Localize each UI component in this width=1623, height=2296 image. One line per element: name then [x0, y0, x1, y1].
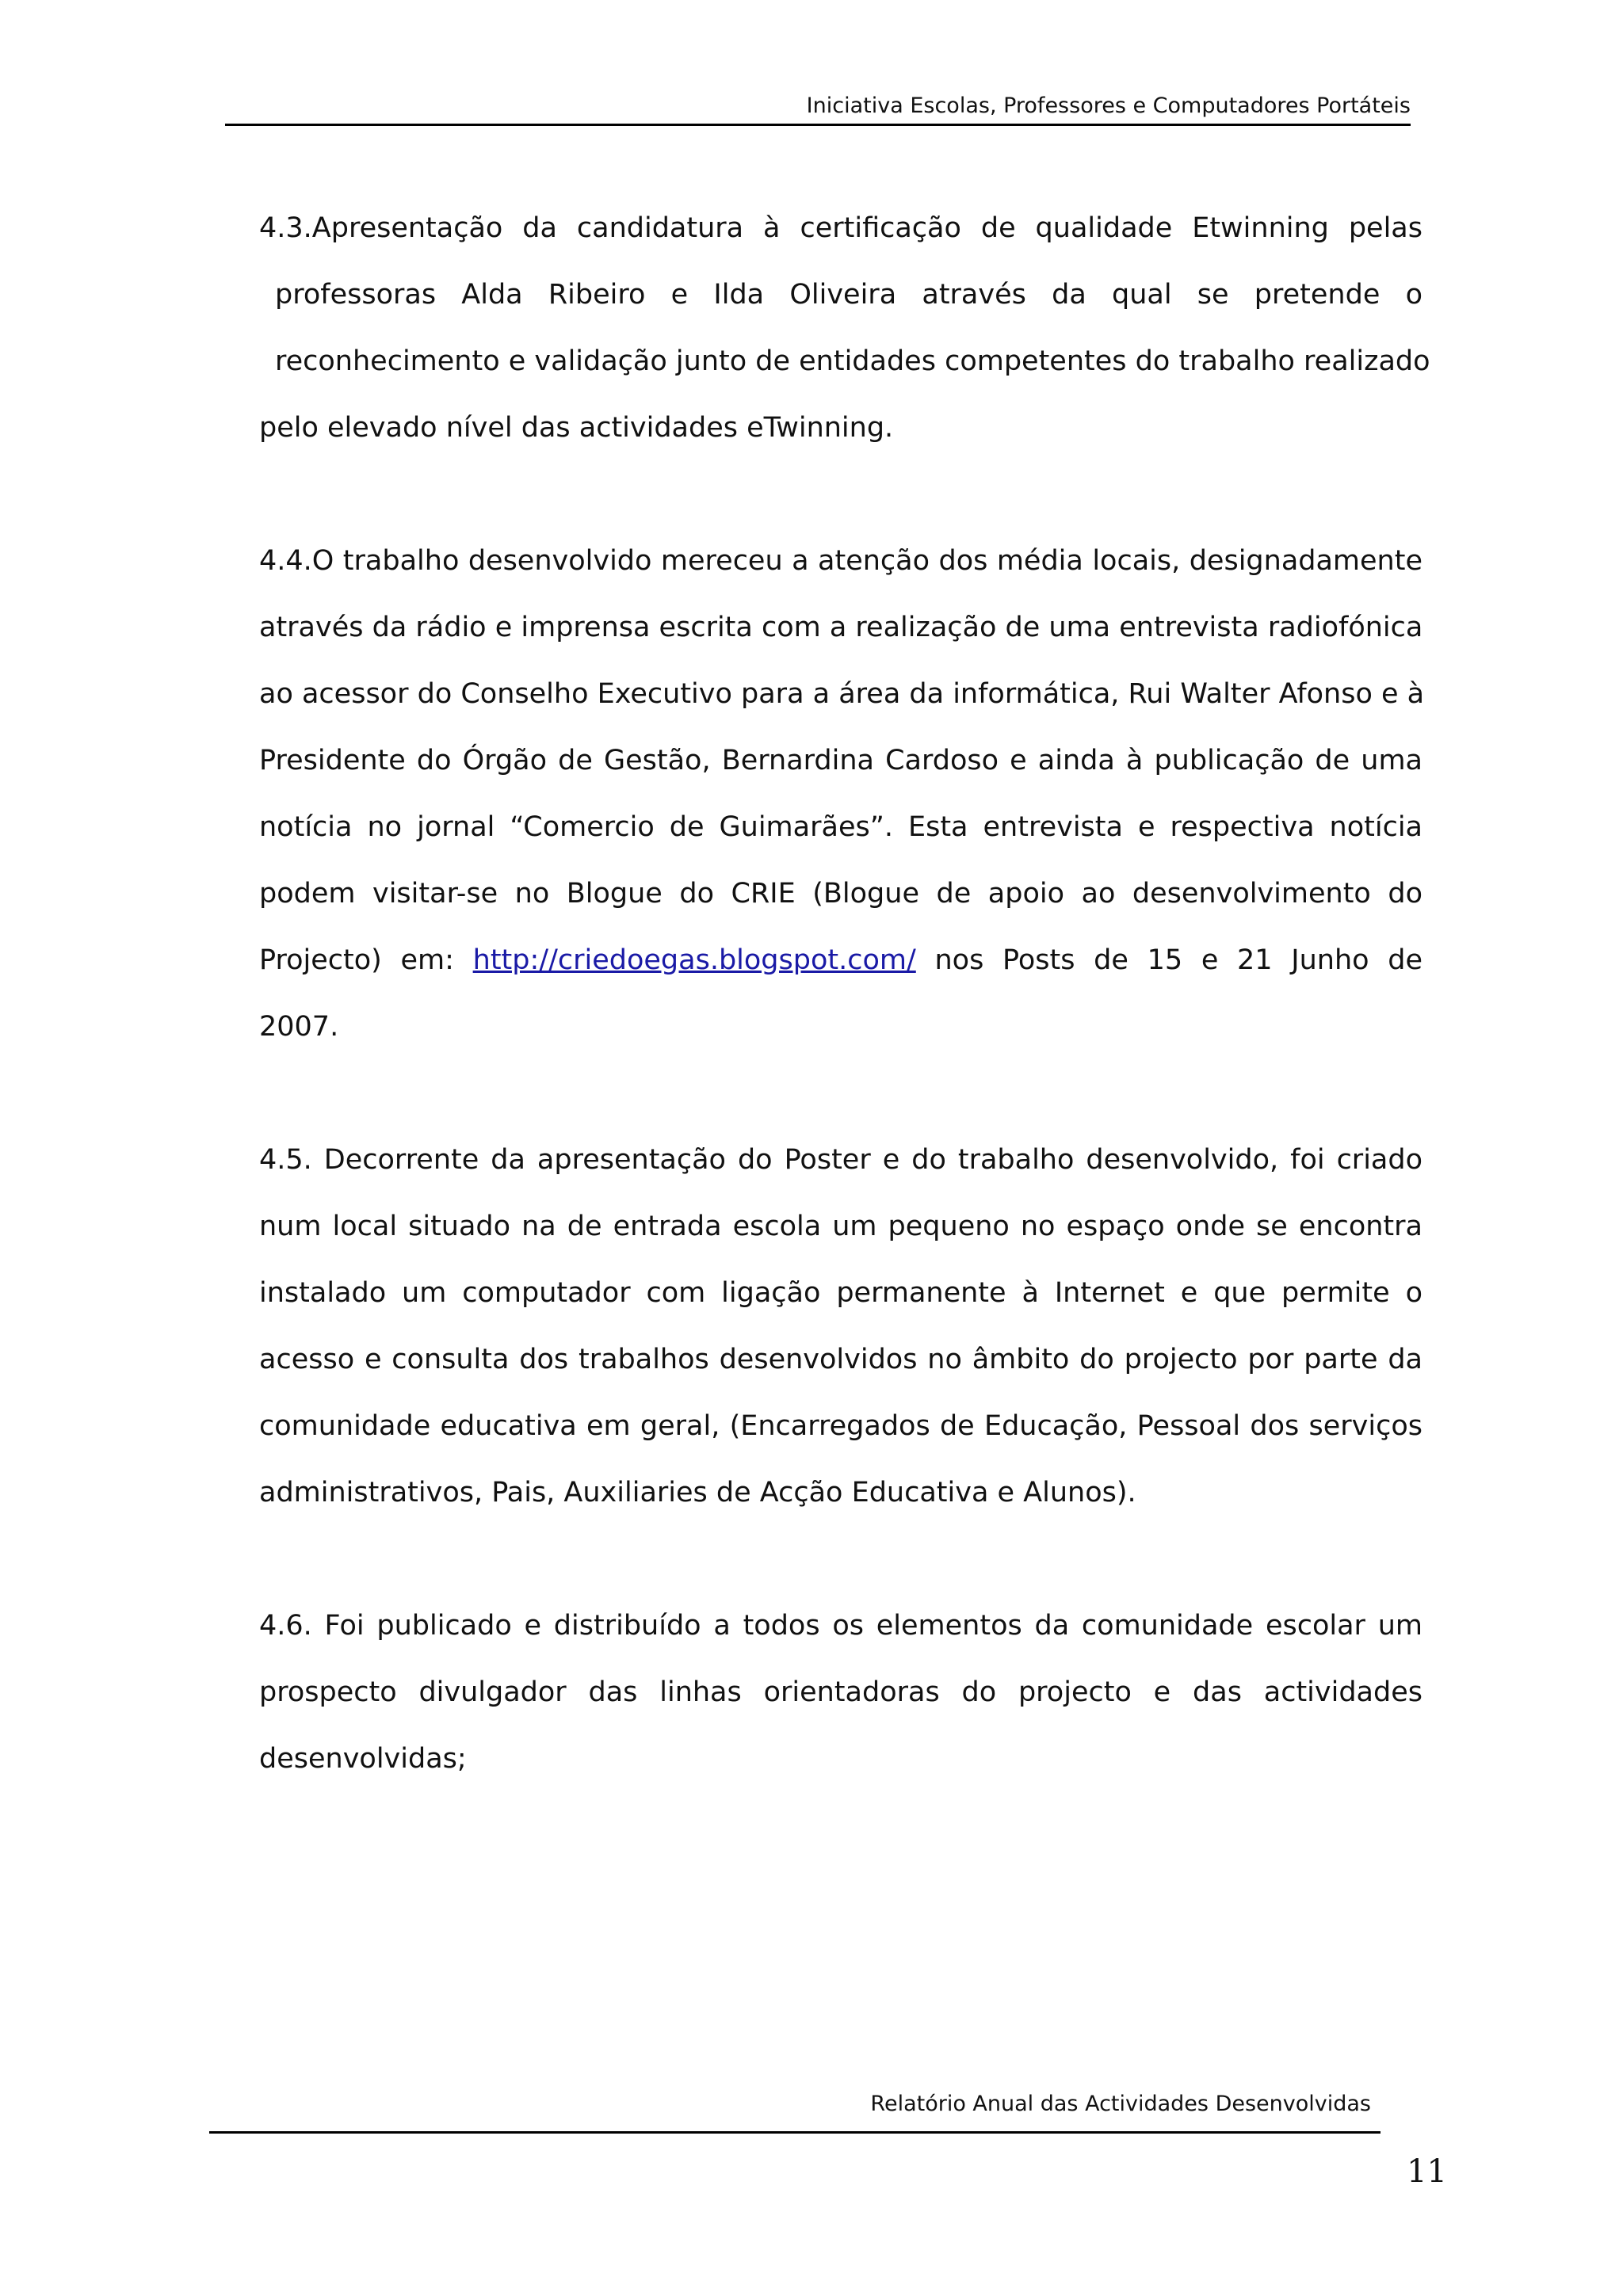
document-body — [259, 204, 1430, 1868]
paragraph-line: professoras Alda Ribeiro e Ilda Oliveira através da qual se pretende o — [275, 279, 1423, 311]
line-text-after-link: nos Posts de 15 e 21 Junho de — [934, 944, 1423, 976]
page-number: 11 — [1407, 2153, 1447, 2190]
paragraph-line: ao acessor do Conselho Executivo para a área da informática, Rui Walter Afonso e à — [259, 678, 1425, 710]
paragraph-line: 4.4.O trabalho desenvolvido mereceu a atenção dos média locais, designadamente — [259, 545, 1423, 577]
paragraph-line: 2007. — [259, 1011, 339, 1043]
paragraph-line: num local situado na de entrada escola um pequeno no espaço onde se encontra — [259, 1211, 1423, 1242]
running-footer: Relatório Anual das Actividades Desenvolvidas — [870, 2092, 1371, 2116]
section-4-5 — [259, 1136, 1423, 1535]
blog-link[interactable]: http://criedoegas.blogspot.com/ — [472, 944, 916, 976]
section-4-4 — [259, 537, 1423, 1070]
header-rule — [225, 124, 1411, 126]
paragraph-line: 4.6. Foi publicado e distribuído a todos os elementos da comunidade escolar um — [259, 1610, 1423, 1642]
paragraph-line: Presidente do Órgão de Gestão, Bernardina Cardoso e ainda à publicação de uma — [259, 745, 1423, 776]
paragraph-line: notícia no jornal “Comercio de Guimarães”. Esta entrevista e respectiva notícia — [259, 811, 1423, 843]
footer-rule — [209, 2131, 1381, 2134]
paragraph-line: administrativos, Pais, Auxiliaries de Acção Educativa e Alunos). — [259, 1477, 1136, 1508]
paragraph-line: comunidade educativa em geral, (Encarregados de Educação, Pessoal dos serviços — [259, 1410, 1423, 1442]
paragraph-line: desenvolvidas; — [259, 1743, 467, 1775]
section-4-6 — [259, 1602, 1423, 1802]
paragraph-line: instalado um computador com ligação permanente à Internet e que permite o — [259, 1277, 1423, 1309]
paragraph-line: através da rádio e imprensa escrita com a realização de uma entrevista radiofónica — [259, 612, 1423, 643]
section-4-3 — [259, 204, 1430, 471]
paragraph-line: 4.5. Decorrente da apresentação do Poster e do trabalho desenvolvido, foi criado — [259, 1144, 1423, 1176]
paragraph-line: 4.3.Apresentação da candidatura à certificação de qualidade Etwinning pelas — [259, 212, 1423, 244]
paragraph-line: pelo elevado nível das actividades eTwinning. — [259, 412, 894, 444]
running-header: Iniciativa Escolas, Professores e Computadores Portáteis — [806, 93, 1411, 118]
paragraph-line: podem visitar-se no Blogue do CRIE (Blogue de apoio ao desenvolvimento do — [259, 878, 1423, 910]
paragraph-line: reconhecimento e validação junto de entidades competentes do trabalho realizado — [275, 345, 1430, 377]
paragraph-line: acesso e consulta dos trabalhos desenvolvidos no âmbito do projecto por parte da — [259, 1344, 1423, 1375]
paragraph-line: prospecto divulgador das linhas orientadoras do projecto e das actividades — [259, 1676, 1423, 1708]
line-text-before-link: Projecto) em: — [259, 944, 454, 976]
paragraph-line-with-link — [259, 936, 1423, 1003]
